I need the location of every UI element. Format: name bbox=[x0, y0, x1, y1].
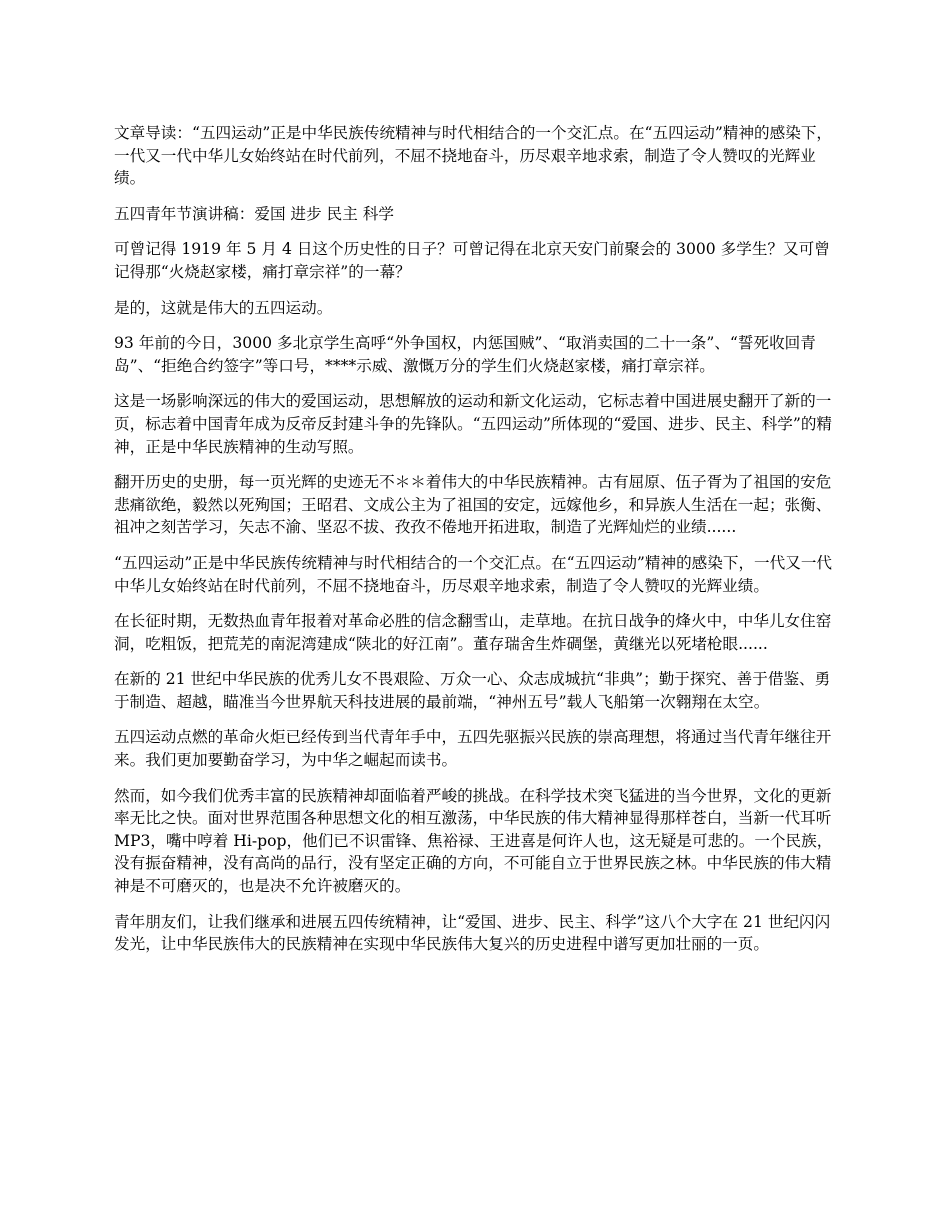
speech-title: 五四青年节演讲稿：爱国 进步 民主 科学 bbox=[114, 204, 394, 223]
body-paragraph: 五四运动点燃的革命火炬已经传到当代青年手中，五四先驱振兴民族的崇高理想，将通过当代青年继往开来。我们更加要勤奋学习，为中华之崛起而读书。 bbox=[114, 728, 832, 770]
document-body bbox=[114, 122, 842, 969]
intro-paragraph: 文章导读：“五四运动”正是中华民族传统精神与时代相结合的一个交汇点。在“五四运动”精神的感染下，一代又一代中华儿女始终站在时代前列，不屈不挠地奋斗，历尽艰辛地求索，制造了令人赞叹的光辉业绩。 bbox=[114, 124, 833, 188]
body-paragraph: 翻开历史的史册，每一页光辉的史迹无不＊＊着伟大的中华民族精神。古有屈原、伍子胥为了祖国的安危悲痛欲绝，毅然以死殉国；王昭君、文成公主为了祖国的安定，远嫁他乡，和异族人生活在一起；张衡、祖冲之刻苦学习，矢志不渝、坚忍不拔、孜孜不倦地开拓进取，制造了光辉灿烂的业绩...... bbox=[114, 473, 832, 537]
body-paragraph: 然而，如今我们优秀丰富的民族精神却面临着严峻的挑战。在科学技术突飞猛进的当今世界，文化的更新率无比之快。面对世界范围各种思想文化的相互激荡，中华民族的伟大精神显得那样苍白，当新一代耳听 MP3，嘴中哼着 Hi-pop，他们已不识雷锋、焦裕禄、王进喜是何许人也，这无疑是可悲的。一个民族，没有振奋精神，没有高尚的品行，没有坚定正确的方向，不可能自立于世界民族之林。中华民族的伟大精神是不可磨灭的，也是决不允许被磨灭的。 bbox=[114, 786, 833, 896]
body-paragraph: 在长征时期，无数热血青年报着对革命必胜的信念翻雪山，走草地。在抗日战争的烽火中，中华儿女住窑洞，吃粗饭，把荒芜的南泥湾建成“陕北的好江南”。董存瑞舍生炸碉堡，黄继光以死堵枪眼...... bbox=[114, 612, 832, 653]
body-paragraph: 可曾记得 1919 年 5 月 4 日这个历史性的日子？可曾记得在北京天安门前聚会的 3000 多学生？又可曾记得那“火烧赵家楼，痛打章宗祥”的一幕？ bbox=[114, 240, 830, 281]
body-paragraph: “五四运动”正是中华民族传统精神与时代相结合的一个交汇点。在“五四运动”精神的感染下，一代又一代中华儿女始终站在时代前列，不屈不挠地奋斗，历尽艰辛地求索，制造了令人赞叹的光辉业绩。 bbox=[114, 553, 833, 595]
body-paragraph: 是的，这就是伟大的五四运动。 bbox=[114, 298, 333, 317]
closing-paragraph: 青年朋友们，让我们继承和进展五四传统精神，让“爱国、进步、民主、科学”这八个大字在 21 世纪闪闪发光，让中华民族伟大的民族精神在实现中华民族伟大复兴的历史进程中谱写更加壮丽的一页。 bbox=[114, 912, 831, 954]
body-paragraph: 在新的 21 世纪中华民族的优秀儿女不畏艰险、万众一心、众志成城抗“非典”；勤于探究、善于借鉴、勇于制造、超越，瞄准当今世界航天科技进展的最前端，“神州五号”载人飞船第一次翱翔在太空。 bbox=[114, 670, 831, 711]
body-paragraph: 这是一场影响深远的伟大的爱国运动，思想解放的运动和新文化运动，它标志着中国进展史翻开了新的一页，标志着中国青年成为反帝反封建斗争的先锋队。“五四运动”所体现的“爱国、进步、民主、科学”的精神，正是中华民族精神的生动写照。 bbox=[114, 392, 833, 456]
body-paragraph: 93 年前的今日，3000 多北京学生高呼“外争国权，内惩国贼”、“取消卖国的二十一条”、“誓死收回青岛”、“拒绝合约签字”等口号，****示威、激慨万分的学生们火烧赵家楼，痛打章宗祥。 bbox=[114, 334, 816, 375]
